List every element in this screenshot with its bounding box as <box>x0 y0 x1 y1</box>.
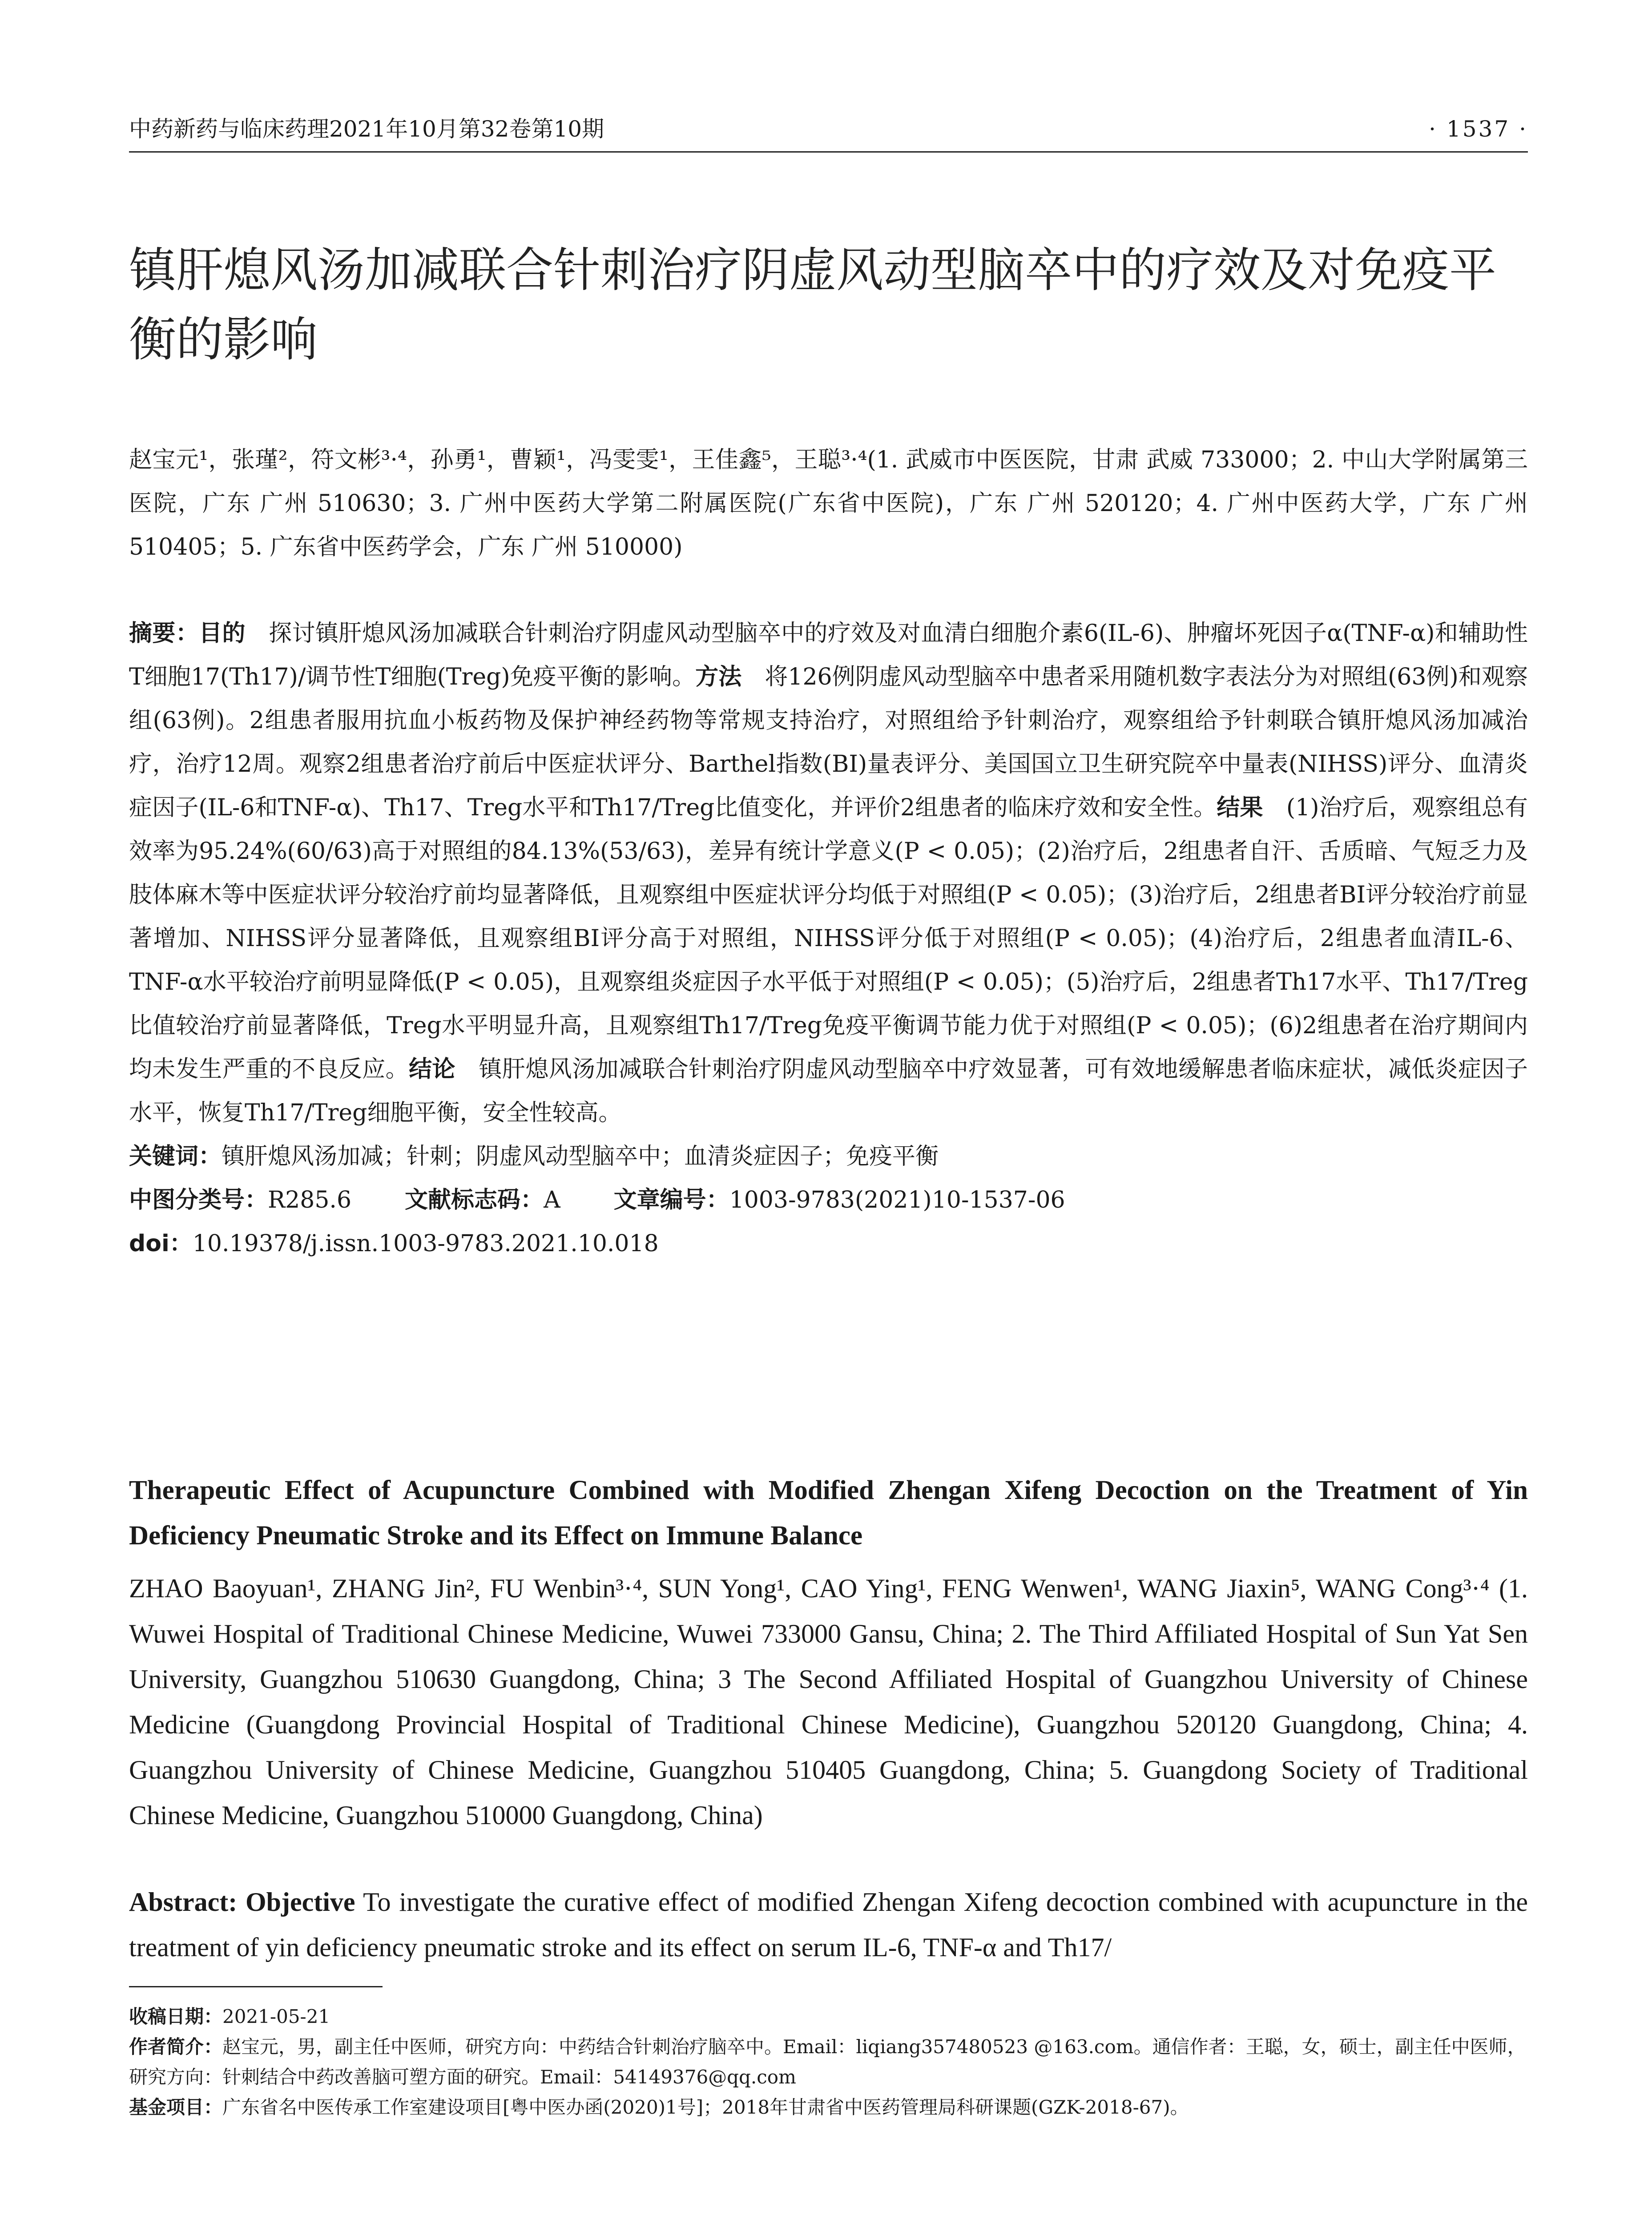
footnote-fund <box>129 2092 1528 2123</box>
results-label: 结果 <box>1217 794 1263 821</box>
received-date: 2021-05-21 <box>222 2006 330 2027</box>
english-objective-label: Objective <box>245 1887 355 1917</box>
fund-text: 广东省名中医传承工作室建设项目[粤中医办函(2020)1号]；2018年甘肃省中医药管理局科研课题(GZK-2018-67)。 <box>222 2096 1189 2118</box>
keywords-line <box>129 1135 1528 1178</box>
english-objective-text: To investigate the curative effect of modified Zhengan Xifeng decoction combined with acupuncture in the treatment of yin deficiency pneumatic stroke and its effect on serum IL-6, TNF-α and Th17/ <box>129 1887 1528 1962</box>
abstract-label: 摘要： <box>129 620 199 647</box>
footnote-received <box>129 2002 1528 2032</box>
english-abstract-label: Abstract: <box>129 1887 238 1917</box>
clc-label: 中图分类号： <box>129 1187 268 1213</box>
conclusion-text: 镇肝熄风汤加减联合针刺治疗阴虚风动型脑卒中疗效显著，可有效地缓解患者临床症状，减低炎症因子水平，恢复Th17/Treg细胞平衡，安全性较高。 <box>129 1056 1528 1126</box>
fund-label: 基金项目： <box>129 2096 223 2118</box>
article-title: 镇肝熄风汤加减联合针刺治疗阴虚风动型脑卒中的疗效及对免疫平衡的影响 <box>129 243 1496 367</box>
doi-value: 10.19378/j.issn.1003-9783.2021.10.018 <box>192 1230 659 1257</box>
footnote-author <box>129 2032 1528 2092</box>
conclusion-label: 结论 <box>409 1056 455 1083</box>
received-label: 收稿日期： <box>129 2006 223 2027</box>
doi-line <box>129 1222 1528 1265</box>
abstract-cn-body <box>129 612 1528 1135</box>
methods-label: 方法 <box>695 664 742 690</box>
english-title: Therapeutic Effect of Acupuncture Combined with Modified Zhengan Xifeng Decoction on the Treatment of Yin Deficiency Pneumatic Stroke and its Effect on Immune Balance <box>129 1475 1528 1551</box>
footnote-divider <box>129 1986 383 1987</box>
classification-line <box>129 1178 1528 1222</box>
objective-text: 探讨镇肝熄风汤加减联合针刺治疗阴虚风动型脑卒中的疗效及对血清白细胞介素6(IL-6)、肿瘤坏死因子α(TNF-α)和辅助性T细胞17(Th17)/调节性T细胞(Treg)免疫平衡的影响。 <box>129 620 1528 690</box>
english-authors-affiliations: ZHAO Baoyuan¹, ZHANG Jin², FU Wenbin³·⁴, SUN Yong¹, CAO Ying¹, FENG Wenwen¹, WANG Jiaxin⁵, WANG Cong³·⁴ (1. Wuwei Hospital of Traditional Chinese Medicine, Wuwei 733000 Gansu, China; 2. The Third Affiliated Hospital of Sun Yat Sen University, Guangzhou 510630 Guangdong, China; 3 The Second Affiliated Hospital of Guangzhou University of Chinese Medicine (Guangdong Provincial Hospital of Traditional Chinese Medicine), Guangzhou 520120 Guangdong, China; 4. Guangzhou University of Chinese Medicine, Guangzhou 510405 Guangdong, China; 5. Guangdong Society of Traditional Chinese Medicine, Guangzhou 510000 Guangdong, China) <box>129 1574 1528 1830</box>
abstract-cn <box>129 612 1528 1265</box>
author-info-label: 作者简介： <box>129 2036 223 2058</box>
clc-value: R285.6 <box>268 1187 352 1213</box>
english-abstract <box>129 1879 1528 1970</box>
page-number: · 1537 · <box>1429 116 1528 142</box>
methods-text: 将126例阴虚风动型脑卒中患者采用随机数字表法分为对照组(63例)和观察组(63例)。2组患者服用抗血小板药物及保护神经药物等常规支持治疗，对照组给予针刺治疗，观察组给予针刺联合镇肝熄风汤加减治疗，治疗12周。观察2组患者治疗前后中医症状评分、Barthel指数(BI)量表评分、美国国立卫生研究院卒中量表(NIHSS)评分、血清炎症因子(IL-6和TNF-α)、Th17、Treg水平和Th17/Treg比值变化，并评价2组患者的临床疗效和安全性。 <box>129 664 1528 821</box>
article-no-label: 文章编号： <box>613 1187 729 1213</box>
doi-label: doi： <box>129 1230 193 1257</box>
doc-code-value: A <box>544 1187 560 1213</box>
journal-name: 中药新药与临床药理2021年10月第32卷第10期 <box>129 116 604 142</box>
article-no-value: 1003-9783(2021)10-1537-06 <box>729 1187 1065 1213</box>
running-header <box>129 107 1528 153</box>
results-text: (1)治疗后，观察组总有效率为95.24%(60/63)高于对照组的84.13%(53/63)，差异有统计学意义(P < 0.05)；(2)治疗后，2组患者自汗、舌质暗、气短乏力及肢体麻木等中医症状评分较治疗前均显著降低，且观察组中医症状评分均低于对照组(P < 0.05)；(3)治疗后，2组患者BI评分较治疗前显著增加、NIHSS评分显著降低，且观察组BI评分高于对照组，NIHSS评分低于对照组(P < 0.05)；(4)治疗后，2组患者血清IL-6、TNF-α水平较治疗前明显降低(P < 0.05)，且观察组炎症因子水平低于对照组(P < 0.05)；(5)治疗后，2组患者Th17水平、Th17/Treg比值较治疗前显著降低，Treg水平明显升高，且观察组Th17/Treg免疫平衡调节能力优于对照组(P < 0.05)；(6)2组患者在治疗期间内均未发生严重的不良反应。 <box>129 794 1528 1083</box>
authors-affiliations-cn: 赵宝元¹，张瑾²，符文彬³·⁴，孙勇¹，曹颖¹，冯雯雯¹，王佳鑫⁵，王聪³·⁴(1. 武威市中医医院，甘肃 武威 733000；2. 中山大学附属第三医院，广东 广州 510630；3. 广州中医药大学第二附属医院(广东省中医院)，广东 广州 520120；4. 广州中医药大学，广东 广州 510405；5. 广东省中医药学会，广东 广州 510000) <box>129 447 1528 560</box>
objective-label: 目的 <box>199 620 246 647</box>
footnotes <box>129 2002 1528 2123</box>
author-info-text: 赵宝元，男，副主任中医师，研究方向：中药结合针刺治疗脑卒中。Email：liqiang357480523 @163.com。通信作者：王聪，女，硕士，副主任中医师，研究方向：针刺结合中药改善脑可塑方面的研究。Email：54149376@qq.com <box>129 2036 1526 2088</box>
keywords-label: 关键词： <box>129 1143 222 1170</box>
keywords-text: 镇肝熄风汤加减；针刺；阴虚风动型脑卒中；血清炎症因子；免疫平衡 <box>222 1143 939 1170</box>
doc-code-label: 文献标志码： <box>405 1187 544 1213</box>
